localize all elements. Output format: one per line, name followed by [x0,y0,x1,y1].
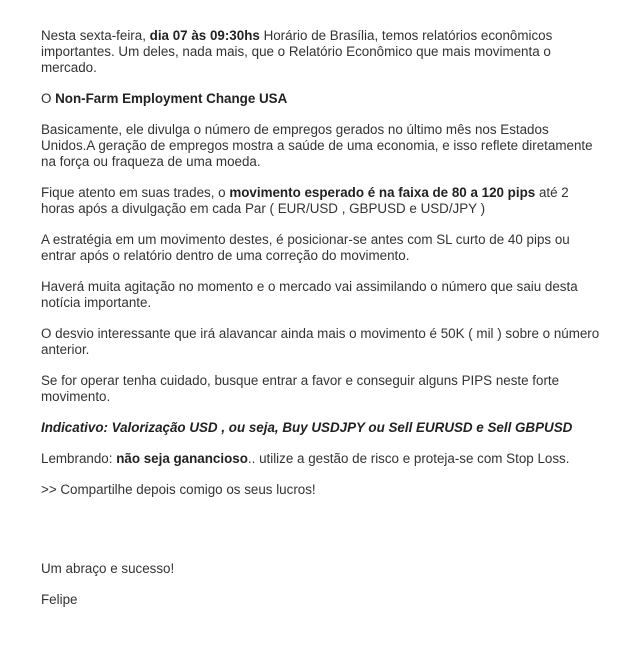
closing-line: Um abraço e sucesso! [41,561,175,576]
paragraph-strategy: A estratégia em um movimento destes, é posicionar-se antes com SL curto de 40 pips ou entrar após o relatório dentro de uma correção do movimento. [41,232,570,263]
paragraph-indicativo: Indicativo: Valorização USD , ou seja, Buy USDJPY ou Sell EURUSD e Sell GBPUSD [41,420,573,435]
signature: Felipe [41,592,78,607]
paragraph-report-name [41,91,601,107]
intro-date-time: dia 07 às 09:30hs [149,28,260,43]
expected-move-rest: até 2 horas após a divulgação em cada Par ( EUR/USD , GBPUSD e USD/JPY ) [41,185,569,216]
paragraph-expected-move [41,185,601,217]
reminder-prefix: Lembrando: [41,451,117,466]
expected-move-prefix: Fique atento em suas trades, o [41,185,230,200]
paragraph-explanation: Basicamente, ele divulga o número de empregos gerados no último mês nos Estados Unidos.A geração de empregos mostra a saúde de uma economia, e isso reflete diretamente na força ou fraqueza de uma moeda. [41,122,593,169]
spacer [41,513,601,561]
paragraph-caution: Se for operar tenha cuidado, busque entrar a favor e conseguir alguns PIPS neste forte movimento. [41,373,560,404]
reminder-emphasis: não seja ganancioso [116,451,248,466]
paragraph-share: >> Compartilhe depois comigo os seus lucros! [41,482,316,497]
intro-text-rest: Horário de Brasília, temos relatórios econômicos importantes. Um deles, nada mais, que o Relatório Econômico que mais movimenta o mercado. [41,28,553,75]
email-body [41,28,601,623]
report-prefix: O [41,91,56,106]
paragraph-intro [41,28,601,76]
expected-move-range: movimento esperado é na faixa de 80 a 120 pips [229,185,536,200]
paragraph-reminder [41,451,601,467]
report-name: Non-Farm Employment Change USA [55,91,288,106]
paragraph-deviation: O desvio interessante que irá alavancar ainda mais o movimento é 50K ( mil ) sobre o número anterior. [41,326,600,357]
paragraph-agitation: Haverá muita agitação no momento e o mercado vai assimilando o número que saiu desta notícia importante. [41,279,578,310]
reminder-rest: .. utilize a gestão de risco e proteja-se com Stop Loss. [247,451,570,466]
intro-text: Nesta sexta-feira, [41,28,150,43]
